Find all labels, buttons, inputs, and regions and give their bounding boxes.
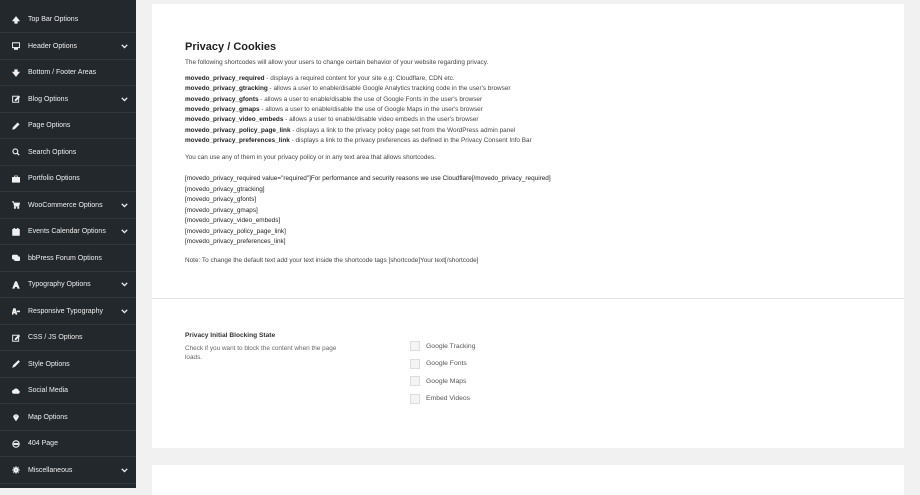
sidebar-item-label: Search Options (28, 148, 77, 156)
chevron-down-icon[interactable] (120, 309, 128, 314)
pencil-icon (11, 121, 21, 131)
blocking-state-panel (152, 299, 904, 448)
sidebar-item-label: WooCommerce Options (28, 201, 103, 209)
search-icon (11, 147, 21, 157)
sidebar-item-map-options[interactable] (0, 405, 136, 431)
next-section-panel (152, 465, 904, 495)
sidebar-item-bbpress-forum-options[interactable] (0, 246, 136, 272)
shortcode-description (185, 84, 511, 93)
checkbox-label[interactable]: Google Tracking (426, 342, 476, 350)
cloud-icon (11, 386, 21, 396)
shortcode-description (185, 74, 455, 83)
section-title: Privacy / Cookies (185, 41, 277, 53)
arrow-up-icon (11, 15, 21, 25)
option-google-maps (410, 375, 466, 387)
calendar-icon (11, 227, 21, 237)
chevron-down-icon[interactable] (120, 468, 128, 473)
shortcode-desc-text: - allows a user to enable/disable video embeds in the user's browser (283, 116, 479, 124)
sidebar-item-woocommerce-options[interactable] (0, 193, 136, 219)
sidebar-item-bottom-footer-areas[interactable] (0, 60, 136, 86)
shortcode-example: [movedo_privacy_gtracking] (185, 185, 265, 193)
shortcode-desc-text: - allows a user to enable/disable Google Analytics tracking code in the user's browser (267, 85, 511, 93)
sidebar-item-label: 404 Page (28, 440, 58, 447)
shortcode-description (185, 136, 532, 145)
blocking-state-label: Privacy Initial Blocking State (185, 332, 276, 339)
font-a-icon (11, 280, 21, 290)
shortcode-desc-text: - displays a required content for your site e.g: Cloudflare, CDN etc. (264, 75, 455, 82)
google-tracking-checkbox[interactable] (410, 341, 420, 351)
google-fonts-checkbox[interactable] (410, 359, 420, 369)
shortcode-name: movedo_privacy_gfonts (185, 95, 259, 103)
sidebar-item-style-options[interactable] (0, 352, 136, 378)
shortcode-desc-text: - allows a user to enable/disable the use of Google Maps in the user's browser (259, 105, 483, 113)
shortcode-description (185, 126, 515, 135)
shortcode-example: [movedo_privacy_gmaps] (185, 206, 258, 214)
arrow-down-icon (11, 68, 21, 78)
sidebar-item-label: Responsive Typography (28, 307, 103, 315)
shortcode-name: movedo_privacy_required (185, 75, 265, 82)
sidebar-item-typography-options[interactable] (0, 272, 136, 298)
checkbox-label[interactable]: Embed Videos (426, 395, 471, 402)
sidebar-item-portfolio-options[interactable] (0, 166, 136, 192)
briefcase-icon (11, 174, 21, 184)
shortcode-name: movedo_privacy_policy_page_link (185, 126, 291, 134)
shortcode-desc-text: - displays a link to the privacy policy page set from the WordPress admin panel (290, 126, 516, 134)
sidebar-item-label: Social Media (28, 387, 69, 394)
sidebar-item-label: Top Bar Options (28, 16, 79, 23)
sidebar-item-label: Page Options (28, 122, 71, 129)
options-sidebar (0, 0, 136, 488)
cart-icon (11, 200, 21, 210)
sidebar-item-label: Portfolio Options (28, 175, 80, 182)
checkbox-label[interactable]: Google Fonts (426, 360, 467, 367)
shortcode-example: [movedo_privacy_policy_page_link] (185, 227, 286, 235)
shortcode-desc-text: - displays a link to the privacy preferences as defined in the Privacy Consent Info Bar (289, 136, 532, 144)
sidebar-item-label: Style Options (28, 360, 70, 368)
sidebar-item-label: Blog Options (28, 95, 69, 103)
chevron-down-icon[interactable] (120, 44, 128, 49)
blocking-state-description: Check if you want to block the content when the page loads. (185, 345, 337, 361)
option-google-fonts (410, 358, 467, 370)
sidebar-item-page-options[interactable] (0, 113, 136, 139)
chevron-down-icon[interactable] (120, 97, 128, 102)
sidebar-item-404-page[interactable] (0, 431, 136, 457)
sidebar-item-search-options[interactable] (0, 140, 136, 166)
sidebar-item-label: Typography Options (28, 281, 91, 288)
sidebar-item-label: Miscellaneous (28, 466, 73, 474)
usage-note: You can use any of them in your privacy policy or in any text area that allows shortcodes. (185, 154, 436, 161)
shortcode-example: [movedo_privacy_video_embeds] (185, 217, 281, 224)
sidebar-item-events-calendar-options[interactable] (0, 219, 136, 245)
shortcode-desc-text: - allows a user to enable/disable the use of Google Fonts in the user's browser (258, 95, 483, 103)
chevron-down-icon[interactable] (120, 229, 128, 234)
sidebar-item-label: Header Options (28, 42, 78, 50)
shortcode-example: [movedo_privacy_required value="required"]For performance and security reasons we use Cloudflare[/movedo_privacy_required] (185, 175, 551, 182)
sidebar-item-label: Events Calendar Options (28, 228, 106, 235)
chevron-down-icon[interactable] (120, 282, 128, 287)
sidebar-item-label: Bottom / Footer Areas (28, 69, 97, 76)
shortcode-example: [movedo_privacy_preferences_link] (185, 238, 286, 245)
google-maps-checkbox[interactable] (410, 376, 420, 386)
embed-videos-checkbox[interactable] (410, 394, 420, 404)
option-google-tracking (410, 340, 476, 352)
sidebar-item-css-js-options[interactable] (0, 325, 136, 351)
shortcode-example: [movedo_privacy_gfonts] (185, 196, 257, 203)
code-edit-icon (11, 333, 21, 343)
sidebar-item-label: bbPress Forum Options (28, 254, 102, 262)
shortcode-description (185, 115, 479, 124)
shortcode-description (185, 105, 483, 114)
sidebar-item-miscellaneous[interactable] (0, 458, 136, 484)
default-text-note: Note: To change the default text add your text inside the shortcode tags [shortcode]Your text[/shortcode] (185, 257, 479, 264)
sidebar-item-responsive-typography[interactable] (0, 299, 136, 325)
chat-icon (11, 253, 21, 263)
sidebar-item-header-options[interactable] (0, 34, 136, 60)
shortcode-name: movedo_privacy_video_embeds (185, 116, 284, 124)
shortcode-name: movedo_privacy_preferences_link (185, 136, 290, 144)
intro-text: The following shortcodes will allow your users to change certain behavior of your website regarding privacy. (185, 59, 489, 66)
sidebar-item-label: Map Options (28, 413, 68, 421)
sidebar-item-social-media[interactable] (0, 378, 136, 404)
sidebar-item-blog-options[interactable] (0, 87, 136, 113)
shortcode-name: movedo_privacy_gmaps (185, 105, 260, 113)
privacy-cookies-panel (152, 4, 904, 299)
edit-box-icon (11, 94, 21, 104)
sidebar-item-label: CSS / JS Options (28, 334, 83, 341)
brush-icon (11, 359, 21, 369)
checkbox-label[interactable]: Google Maps (426, 377, 467, 385)
gear-icon (11, 465, 21, 475)
monitor-icon (11, 41, 21, 51)
map-pin-icon (11, 412, 21, 422)
option-embed-videos (410, 393, 470, 405)
sidebar-item-top-bar-options[interactable] (0, 7, 136, 33)
no-entry-icon (11, 439, 21, 449)
chevron-down-icon[interactable] (120, 203, 128, 208)
shortcode-name: movedo_privacy_gtracking (185, 85, 268, 93)
text-size-icon (11, 306, 21, 316)
shortcode-description (185, 95, 482, 104)
